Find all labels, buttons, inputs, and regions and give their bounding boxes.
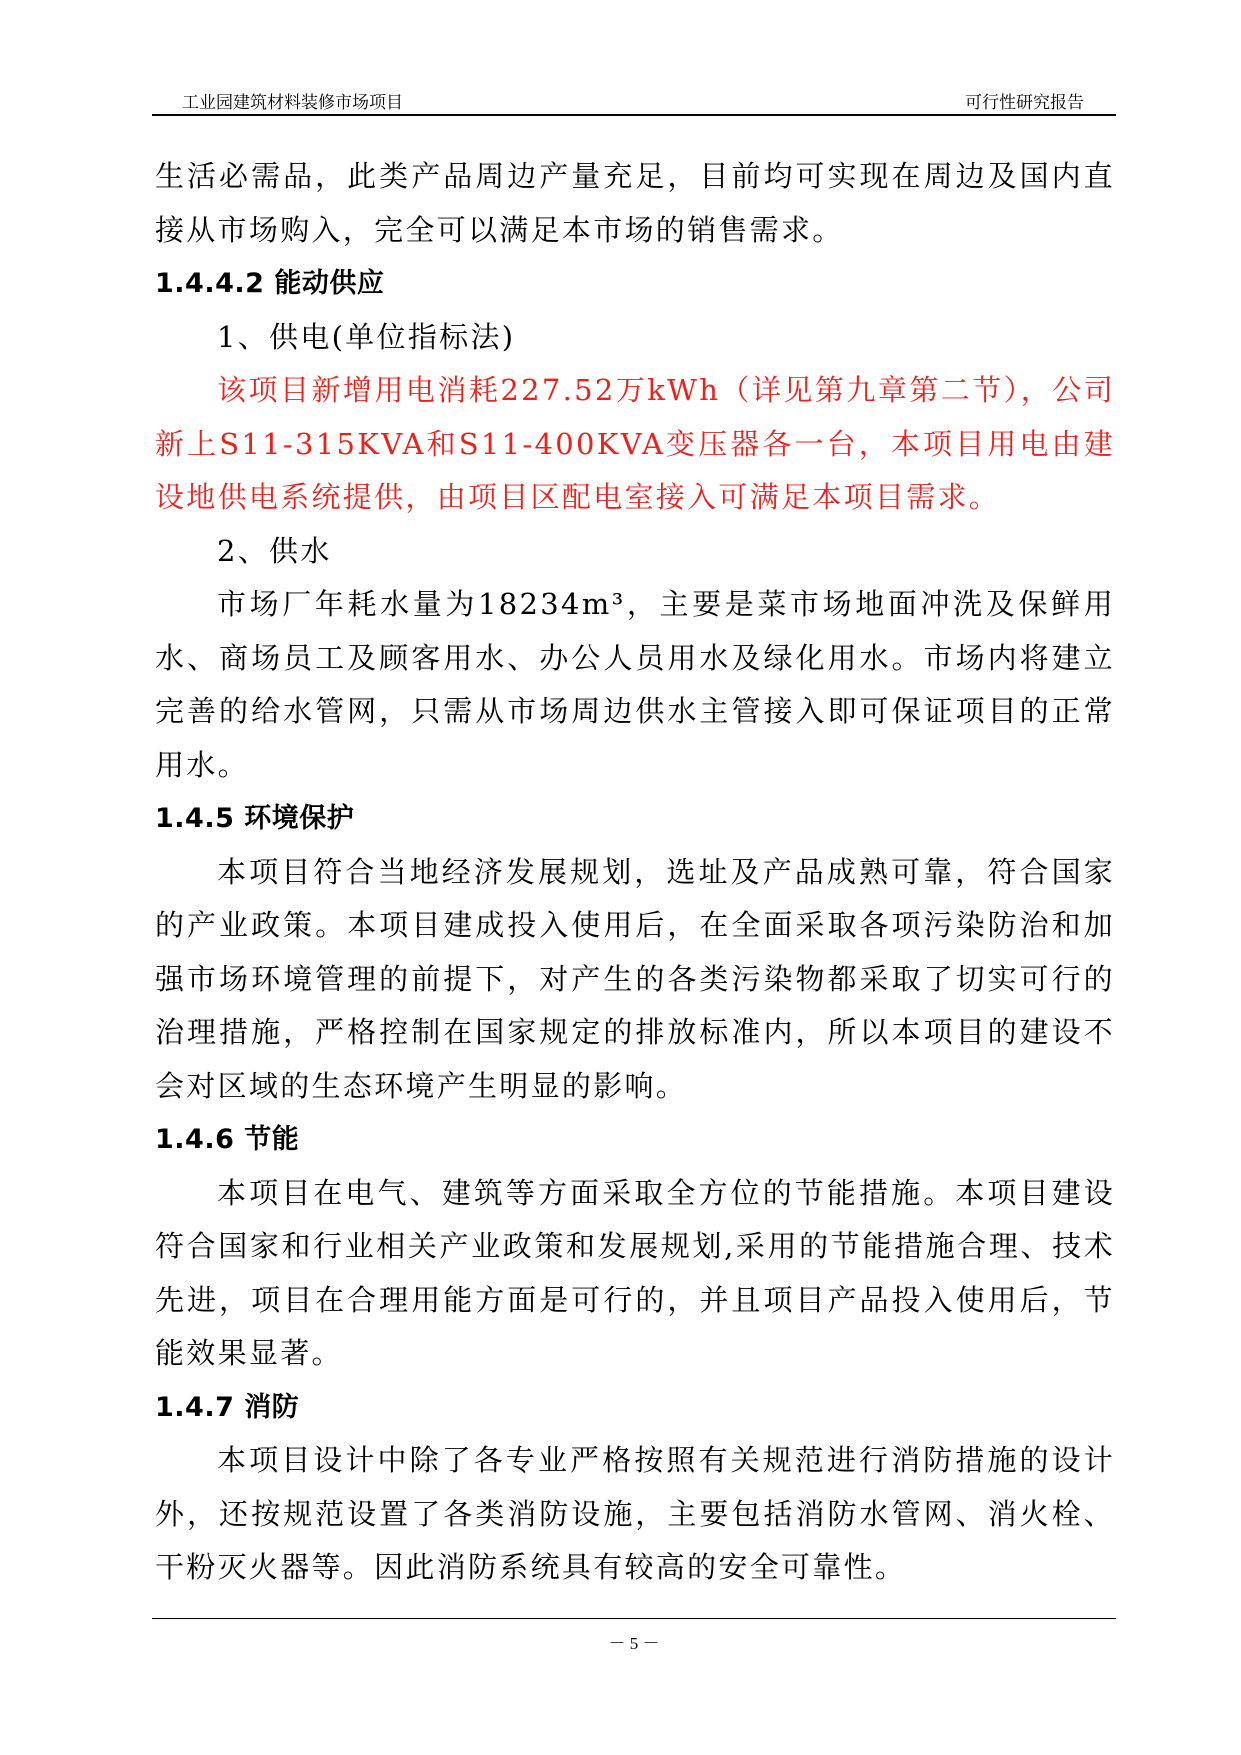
paragraph-energy-saving: 本项目在电气、建筑等方面采取全方位的节能措施。本项目建设符合国家和行业相关产业政策和发展规划,采用的节能措施合理、技术先进，项目在合理用能方面是可行的，并且项目产品投入使用后，节能效果显著。 — [155, 1175, 1115, 1370]
header-report-type: 可行性研究报告 — [965, 93, 1084, 113]
heading-1-4-4-2: 1.4.4.2 能动供应 — [155, 268, 385, 299]
paragraph-fire-protection: 本项目设计中除了各专业严格按照有关规范进行消防措施的设计外，还按规范设置了各类消防设施，主要包括消防水管网、消火栓、干粉灭火器等。因此消防系统具有较高的安全可靠性。 — [155, 1443, 1115, 1584]
item-water-supply-label: 2、供水 — [217, 533, 332, 568]
header-project-title: 工业园建筑材料装修市场项目 — [182, 93, 403, 113]
heading-1-4-6: 1.4.6 节能 — [155, 1124, 300, 1155]
page-header — [152, 84, 1116, 116]
paragraph-environment: 本项目符合当地经济发展规划，选址及产品成熟可靠，符合国家的产业政策。本项目建成投入使用后，在全面采取各项污染防治和加强市场环境管理的前提下，对产生的各类污染物都采取了切实可行的治理措施，严格控制在国家规定的排放标准内，所以本项目的建设不会对区域的生态环境产生明显的影响。 — [155, 854, 1115, 1103]
item-power-supply-label: 1、供电(单位指标法) — [217, 319, 516, 354]
page-number: － 5 － — [608, 1634, 660, 1653]
paragraph-water-supply: 市场厂年耗水量为18234m³，主要是菜市场地面冲洗及保鲜用水、商场员工及顾客用水、办公人员用水及绿化用水。市场内将建立完善的给水管网，只需从市场周边供水主管接入即可保证项目的正常用水。 — [155, 587, 1115, 782]
heading-1-4-7: 1.4.7 消防 — [155, 1391, 300, 1423]
page-body — [155, 150, 1115, 1595]
paragraph-continuation: 生活必需品，此类产品周边产量充足，目前均可实现在周边及国内直接从市场购入，完全可以满足本市场的销售需求。 — [155, 159, 1115, 247]
paragraph-power-supply: 该项目新增用电消耗227.52万kWh（详见第九章第二节），公司新上S11-315KVA和S11-400KVA变压器各一台，本项目用电由建设地供电系统提供，由项目区配电室接入可满足本项目需求。 — [155, 373, 1115, 514]
page-footer — [152, 1618, 1116, 1653]
heading-1-4-5: 1.4.5 环境保护 — [155, 803, 355, 834]
